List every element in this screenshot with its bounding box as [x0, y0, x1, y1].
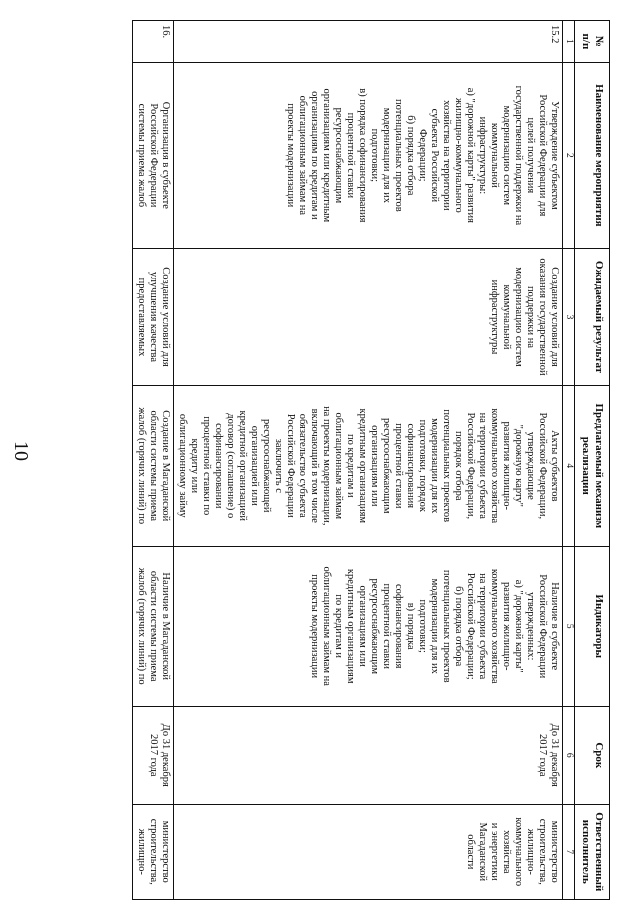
header-result: Ожидаемый результат: [575, 248, 610, 385]
header-executor: Ответственный исполнитель: [575, 804, 610, 899]
header-num: № п/п: [575, 21, 610, 63]
page-number: 10: [10, 441, 32, 461]
mechanism: Создание в Магаданской области системы приема жалоб (горячих линий) по: [133, 386, 174, 546]
measure-name: Утверждение субъектом Российской Федерации для целей получения государственной поддержки на модернизацию систем коммунальной инфраструктуры: а) "дорожной карты" развития жилищно-коммунального хозяйства на территории субъекта Российской Федерации; б) порядка отбора потенциальных проектов модернизации для их подготовки; в) порядка софинансирования процентной ставки ресурсоснабжающим организациям или кредитным организациям по кредитам и облигационным займам на проекты модернизации: [174, 62, 563, 248]
column-number: 3: [563, 248, 575, 385]
executor: министерство строительства, жилищно- коммунального хозяйства и энергетики Магаданской области: [174, 804, 563, 899]
measure-name: Организация в субъекте Российской Федерации системы приема жалоб: [133, 62, 174, 248]
column-number: 4: [563, 386, 575, 546]
table-header-row: [575, 21, 610, 900]
table-row: [174, 21, 563, 900]
row-number: 15.2: [174, 21, 563, 63]
column-number: 7: [563, 804, 575, 899]
table-row: [133, 21, 174, 900]
header-mechanism: Предлагаемый механизм реализации: [575, 386, 610, 546]
expected-result: Создание условий для оказания государственной поддержки на модернизацию систем коммунальной инфраструктуры: [174, 248, 563, 385]
indicators: Наличие в Магаданской области системы приема жалоб (горячих линий) по: [133, 546, 174, 706]
header-deadline: Срок: [575, 706, 610, 804]
row-number: 16.: [133, 21, 174, 63]
header-name: Наименование мероприятия: [575, 62, 610, 248]
column-number: 5: [563, 546, 575, 706]
column-number: 2: [563, 62, 575, 248]
header-indicators: Индикаторы: [575, 546, 610, 706]
expected-result: Создание условий для улучшения качества предоставляемых: [133, 248, 174, 385]
mechanism: Акты субъектов Российской Федерации, утверждающие "дорожную карту" развития жилищно- коммунального хозяйства на территории субъекта Российской Федерации, порядок отбора потенциальных проектов модернизации для их подготовки, порядок софинансирования процентной ставки ресурсоснабжающим организациям или кредитным организациям по кредитам и облигационным займам на проекты модернизации, включающий в том числе обязательство субъекта Российской Федерации заключить с ресурсоснабжающей организацией или кредитной организацией договор (соглашение) о софинансировании процентной ставки по кредиту или облигационному займу: [174, 386, 563, 546]
column-number: 1: [563, 21, 575, 63]
executor: министерство строительства, жилищно-: [133, 804, 174, 899]
deadline: До 31 декабря 2017 года: [174, 706, 563, 804]
rotated-table-sheet: [50, 20, 610, 900]
column-number: 6: [563, 706, 575, 804]
measures-table: [132, 20, 610, 900]
deadline: До 31 декабря 2017 года: [133, 706, 174, 804]
indicators: Наличие в субъекте Российской Федерации утвержденных: а) "дорожной карты" развития жилищно- коммунального хозяйства на территории субъекта Российской Федерации; б) порядка отбора потенциальных проектов модернизации для их подготовки; в) порядка софинансирования процентной ставки ресурсоснабжающим организациям или кредитным организациям по кредитам и облигационным займам на проекты модернизации: [174, 546, 563, 706]
column-number-row: [563, 21, 575, 900]
